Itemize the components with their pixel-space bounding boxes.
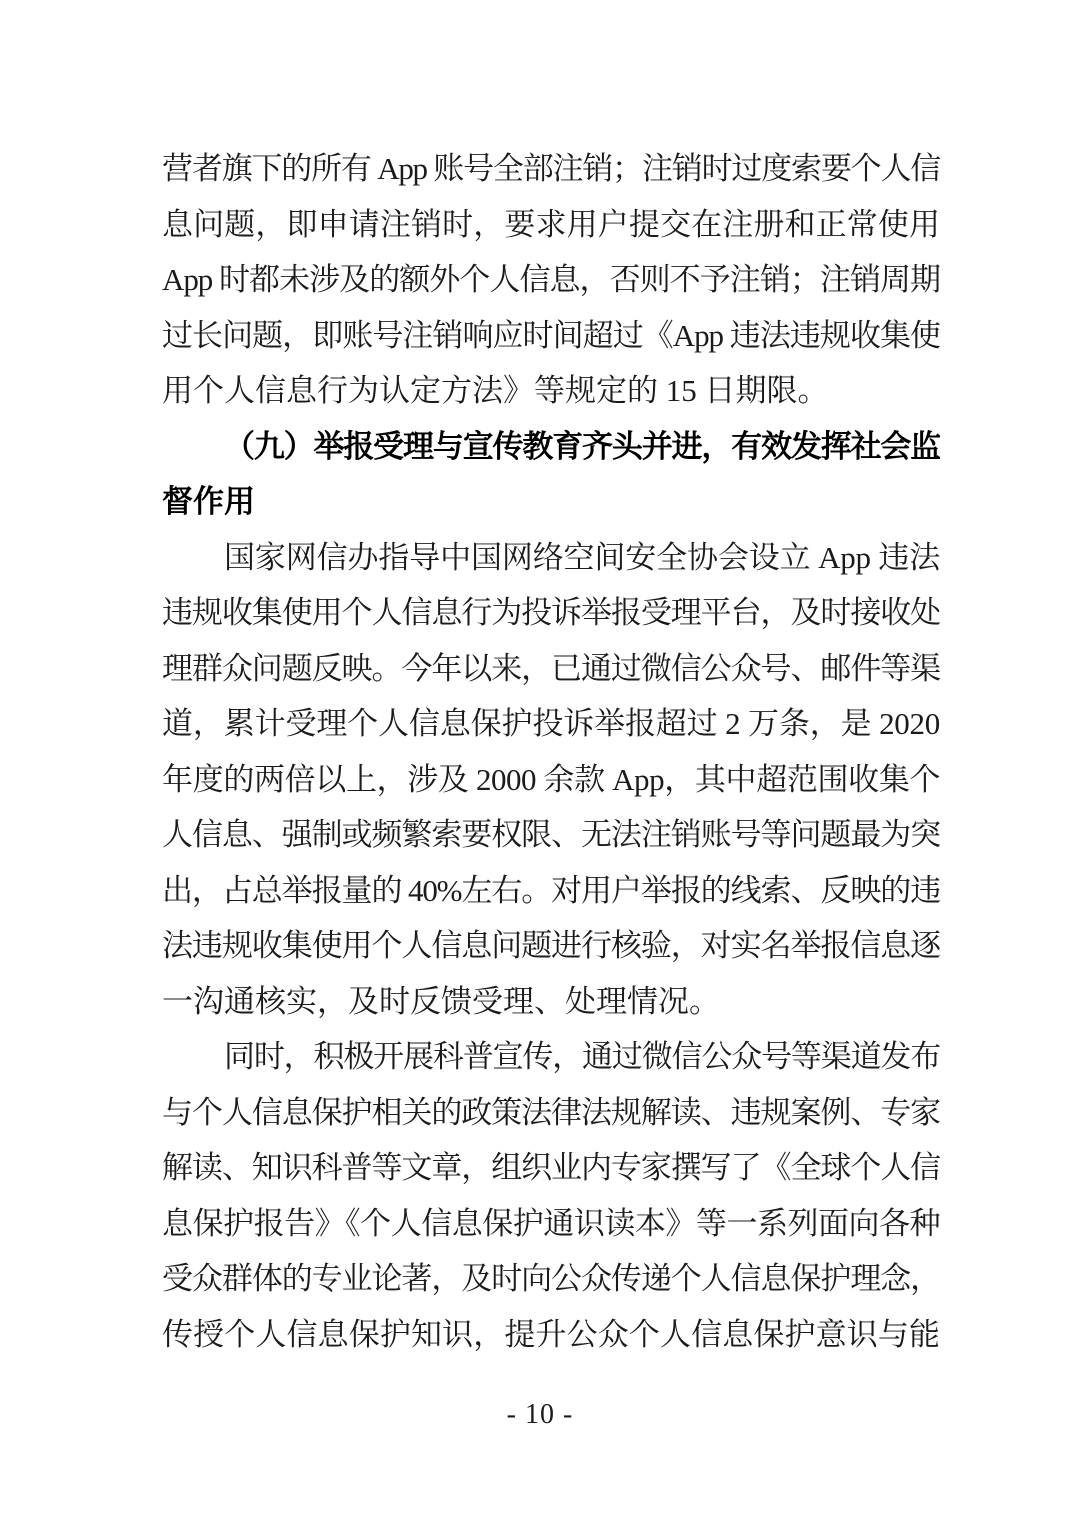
paragraph-publicity-education (162, 1029, 940, 1362)
body-text-line: 人信息、强制或频繁索要权限、无法注销账号等问题最为突 (162, 817, 940, 852)
section-heading (162, 419, 940, 530)
page-number: - 10 - (506, 1399, 574, 1430)
body-text-line: 过长问题，即账号注销响应时间超过《App 违法违规收集使 (162, 317, 940, 353)
body-text-line: 违规收集使用个人信息行为投诉举报受理平台，及时接收处 (162, 595, 940, 630)
body-text-line: 道，累计受理个人信息保护投诉举报超过 2 万条，是 2020 (162, 706, 940, 741)
body-text-line: 法违规收集使用个人信息问题进行核验，对实名举报信息逐 (162, 928, 940, 963)
body-text-line: 营者旗下的所有 App 账号全部注销；注销时过度索要个人信 (162, 151, 940, 186)
paragraph-report-platform (162, 530, 940, 1030)
body-text-line: 用个人信息行为认定方法》等规定的 15 日期限。 (162, 373, 829, 408)
body-text-line: 年度的两倍以上，涉及 2000 余款 App，其中超范围收集个 (162, 761, 940, 797)
page-body (162, 141, 940, 1362)
body-text-line: 理群众问题反映。今年以来，已通过微信公众号、邮件等渠 (162, 650, 940, 686)
body-text-line: 解读、知识科普等文章，组织业内专家撰写了《全球个人信 (162, 1150, 940, 1185)
body-text-line: 受众群体的专业论著，及时向公众传递个人信息保护理念， (162, 1261, 940, 1296)
body-text-line: 与个人信息保护相关的政策法律法规解读、违规案例、专家 (162, 1094, 940, 1130)
page-footer (0, 1398, 1080, 1432)
heading-line: （九）举报受理与宣传教育齐头并进，有效发挥社会监 (224, 428, 940, 464)
body-text-line: 出，占总举报量的 40%左右。对用户举报的线索、反映的违 (162, 872, 940, 908)
body-text-line: 息保护报告》《个人信息保护通识读本》等一系列面向各种 (162, 1205, 940, 1241)
body-text-line: 一沟通核实，及时反馈受理、处理情况。 (162, 983, 720, 1019)
paragraph-account-cancellation (162, 141, 940, 419)
body-text-line: 息问题，即申请注销时，要求用户提交在注册和正常使用 (162, 206, 940, 242)
body-text-line: 国家网信办指导中国网络空间安全协会设立 App 违法 (224, 539, 940, 575)
heading-line: 督作用 (162, 484, 255, 519)
body-text-line: 传授个人信息保护知识，提升公众个人信息保护意识与能 (162, 1316, 940, 1352)
body-text-line: App 时都未涉及的额外个人信息，否则不予注销；注销周期 (162, 262, 940, 297)
body-text-line: 同时，积极开展科普宣传，通过微信公众号等渠道发布 (224, 1039, 940, 1074)
